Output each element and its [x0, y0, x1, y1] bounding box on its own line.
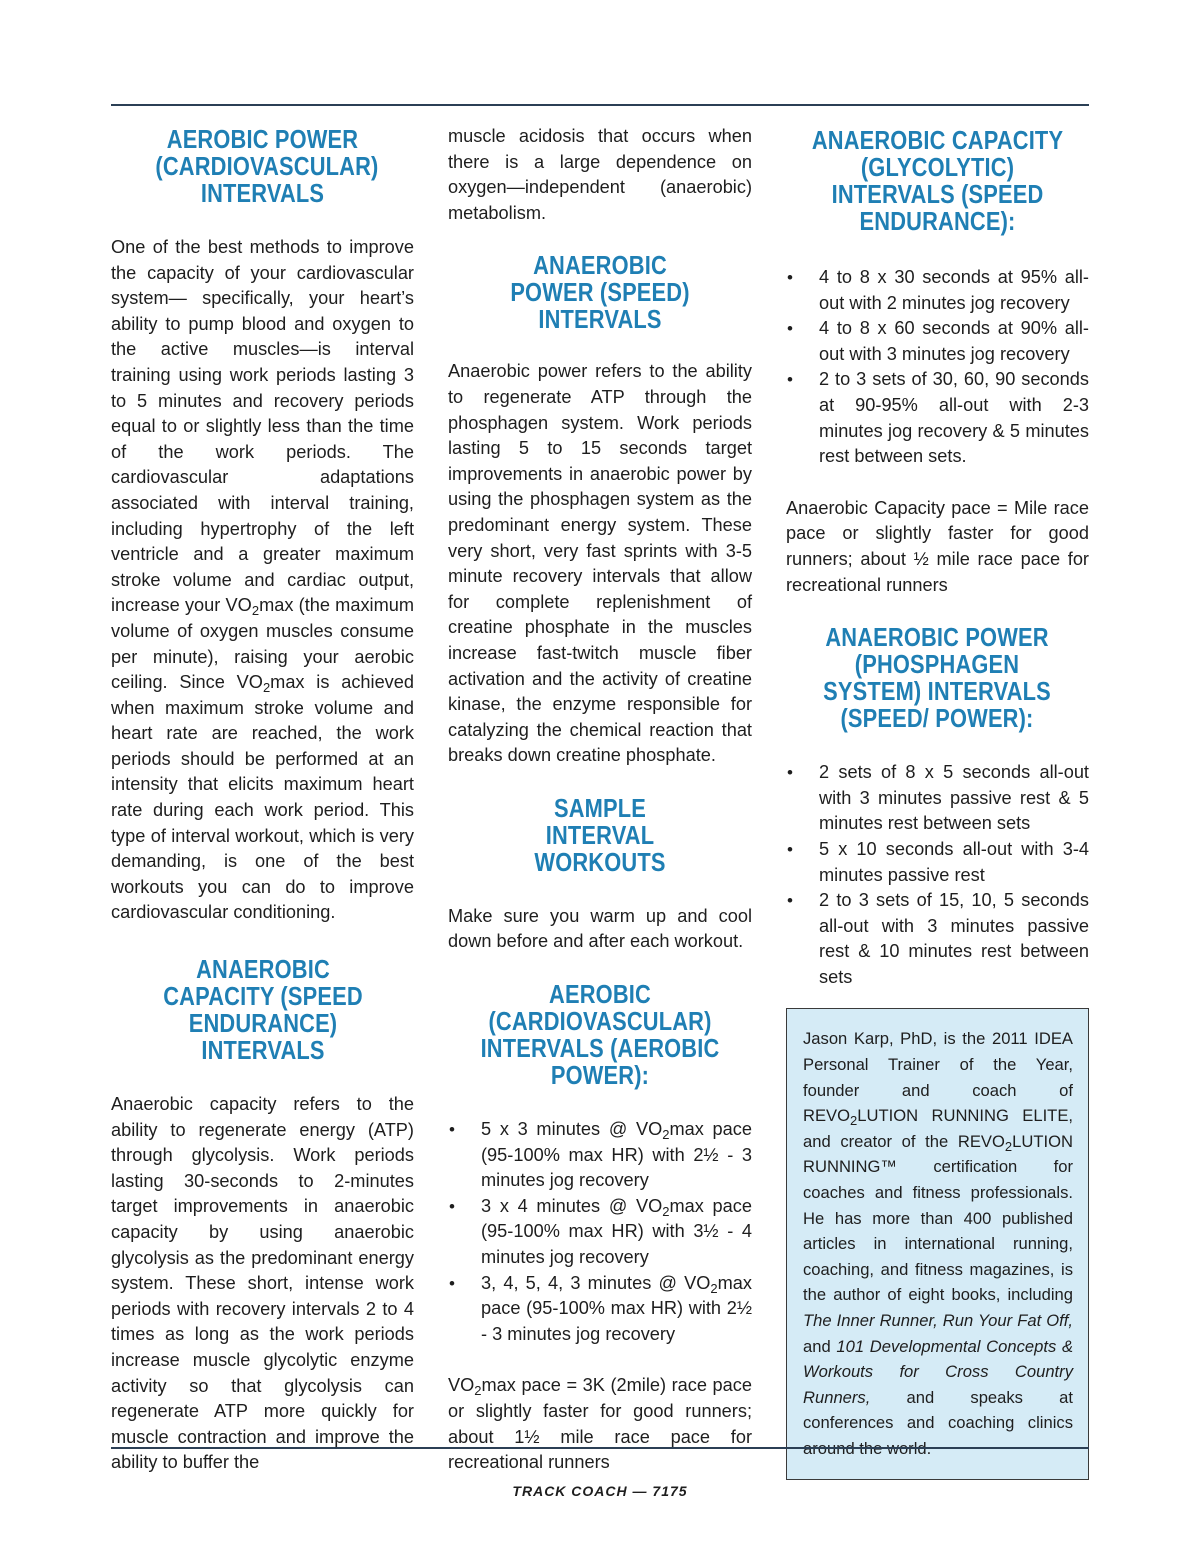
paragraph-anaerobic-capacity-pace: Anaerobic Capacity pace = Mile race pace or slightly faster for good runners; about ½ mile race pace for recreational runners	[786, 497, 1089, 595]
heading-sample-workouts: SAMPLE INTERVAL WORKOUTS	[534, 792, 666, 877]
page-footer: TRACK COACH — 7175	[512, 1483, 688, 1499]
column-middle	[448, 124, 752, 1476]
list-item: • 3 x 4 minutes @ $VO_2\max$ pace (95-100% max HR) with 3½ - 4 minutes jog recovery	[448, 1194, 752, 1271]
aerobic-workout-list	[448, 1117, 752, 1347]
heading-phosphagen-intervals: ANAEROBIC POWER (PHOSPHAGEN SYSTEM) INTERVALS (SPEED/ POWER):	[823, 622, 1051, 734]
heading-glycolytic-intervals: ANAEROBIC CAPACITY (GLYCOLYTIC) INTERVALS (SPEED ENDURANCE):	[811, 125, 1064, 236]
author-bio-box	[786, 1008, 1089, 1479]
phosphagen-workout-list	[786, 760, 1089, 990]
column-left	[111, 124, 414, 1476]
author-bio: Jason Karp, PhD, is the 2011 IDEA Personal Trainer of the Year, founder and coach of $REVO_2LUTION$ RUNNING ELITE, and creator of the $REVO_2LUTION$ RUNNING™ certification for coaches and fitness professionals. He has more than 400 published articles in international running, coaching, and fitness magazines, is the author of eight books, including The Inner Runner, Run Your Fat Off, and 101 Developmental Concepts & Workouts for Cross Country Runners, and speaks at conferences and coaching clinics	[803, 1029, 1074, 1433]
list-item: • 3, 4, 5, 4, 3 minutes @ $VO_2\max$ pace (95-100% max HR) with 2½ - 3 minutes jog recovery	[448, 1271, 752, 1348]
bottom-rule	[111, 1447, 1089, 1449]
list-item: • 2 to 3 sets of 15, 10, 5 seconds all-out with 3 minutes passive rest & 10 minutes rest between sets	[786, 888, 1089, 990]
list-item: • 2 to 3 sets of 30, 60, 90 seconds at 90-95% all-out with 2-3 minutes jog recovery & 5 minutes rest between sets.	[786, 367, 1089, 469]
heading-anaerobic-power: ANAEROBIC POWER (SPEED) INTERVALS	[510, 250, 690, 335]
heading-aerobic-power: AEROBIC POWER (CARDIOVASCULAR) INTERVALS	[155, 124, 379, 208]
heading-aerobic-intervals: AEROBIC (CARDIOVASCULAR) INTERVALS (AEROBIC POWER):	[480, 979, 720, 1091]
glycolytic-workout-list	[786, 265, 1089, 470]
paragraph-anaerobic-capacity: Anaerobic capacity refers to the ability to regenerate energy (ATP) through glycolysis. Work periods lasting 30-seconds to 2-minutes target improvements in anaerobic capacity by using anaerobic glycolysis as the predominant energy system. These short, intense work periods with recovery intervals 2 to 4 times as long as the work periods increase muscle glycolytic enzyme activity so that glycolysis can regenerate ATP more quickly for muscle contraction and improve the ability to buffer the	[111, 1094, 414, 1473]
paragraph-vo2max-pace: $VO_2\max$ pace = 3K (2mile) race pace or slightly faster for good runners; about 1½ mile race pace for recreational runners	[448, 1375, 752, 1473]
list-item: • 4 to 8 x 30 seconds at 95% all-out with 2 minutes jog recovery	[786, 265, 1089, 316]
paragraph-continued: muscle acidosis that occurs when there is a large dependence on oxygen—independent (anaerobic) metabolism.	[448, 126, 752, 223]
paragraph-anaerobic-power: Anaerobic power refers to the ability to regenerate ATP through the phosphagen system. Work periods lasting 5 to 15 seconds target improvements in anaerobic power by using the phosphagen system as the predominant energy system. These very short, very fast sprints with 3-5 minute recovery intervals that allow for complete replenishment of creatine phosphate in the muscles increase fast-twitch muscle fiber activation and the activity of creatine kinase, the enzyme responsible for catalyzing the chemical reaction that breaks down creatine phosphate.	[448, 361, 752, 766]
list-item: • 2 sets of 8 x 5 seconds all-out with 3 minutes passive rest & 5 minutes rest between sets	[786, 760, 1089, 837]
heading-anaerobic-capacity: ANAEROBIC CAPACITY (SPEED ENDURANCE) INTERVALS	[163, 954, 363, 1066]
list-item: • 5 x 3 minutes @ $VO_2\max$ pace (95-100% max HR) with 2½ - 3 minutes jog recovery	[448, 1117, 752, 1194]
paragraph-aerobic-power: One of the best methods to improve the capacity of your cardiovascular system— specifically, your heart’s ability to pump blood and oxygen to the active muscles—is interval training using work periods lasting 3 to 5 minutes and recovery periods equal to or slightly less than the time of the work periods. The cardiovascular adaptations associated with interval training, including hypertrophy of the left ventricle and a greater maximum stroke volume and cardiac output, increase your $VO_2\max$ (the maximum volume of oxygen muscles consume per minute), raising your aerobic ceiling. Since $VO_2\max$ is achieved when maximum stroke volume and heart rate are reached, the work periods should be performed at an intensity that elicits maximum heart rate during each work period. This type of interval workout, which is very demanding, is one of the best workouts you can do to improve cardiovascular conditioning.	[111, 237, 415, 923]
list-item: • 4 to 8 x 60 seconds at 90% all-out with 3 minutes jog recovery	[786, 316, 1089, 367]
top-rule	[111, 104, 1089, 106]
paragraph-warmup: Make sure you warm up and cool down before and after each workout.	[448, 905, 752, 952]
list-item: • 5 x 10 seconds all-out with 3-4 minutes passive rest	[786, 837, 1089, 888]
column-right	[786, 124, 1089, 1480]
